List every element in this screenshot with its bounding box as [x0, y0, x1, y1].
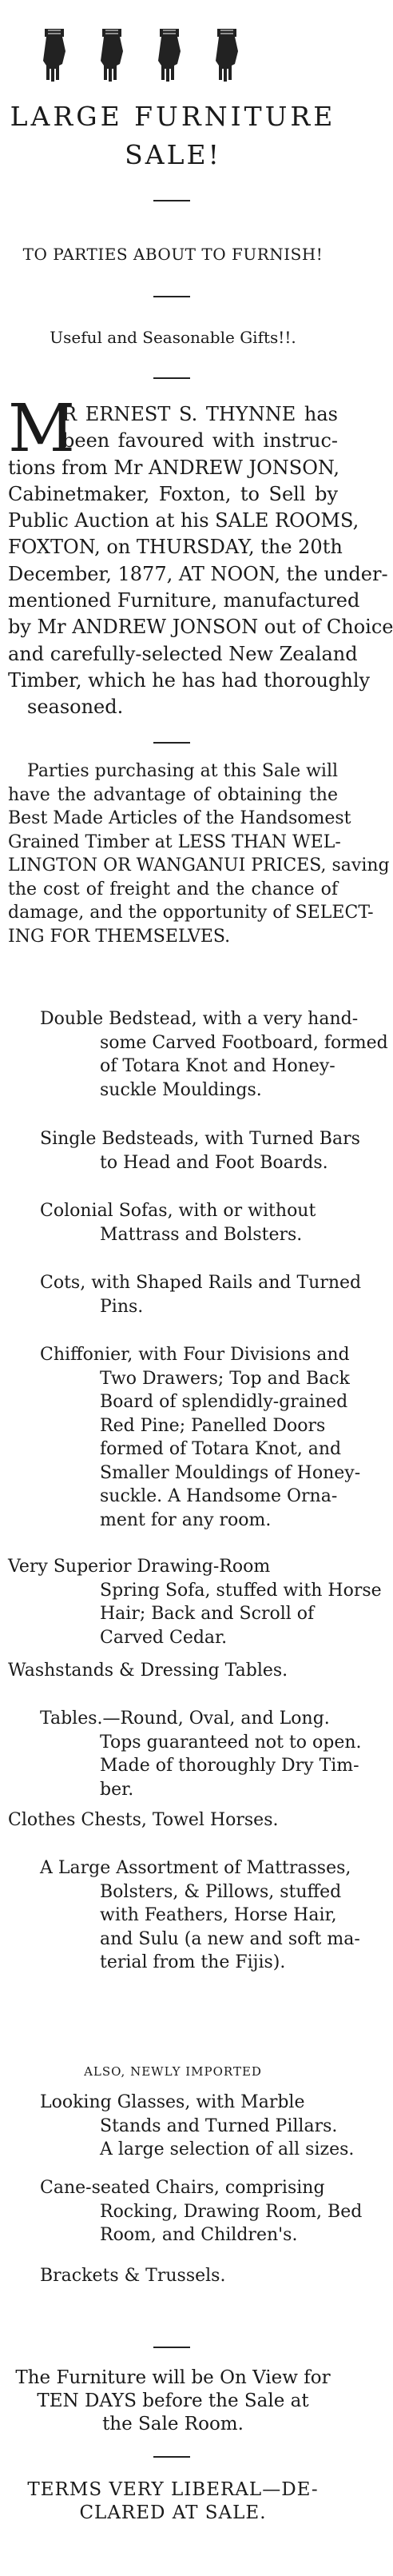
- pointing-hand-icon: [211, 26, 243, 90]
- text-line: Board of splendidly-grained: [100, 1392, 348, 1412]
- subtitle: TO PARTIES ABOUT TO FURNISH!: [22, 245, 324, 264]
- text-line: Cots, with Shaped Rails and Turned: [40, 1273, 362, 1293]
- text-line: Cabinetmaker, Foxton, to Sell by: [8, 482, 338, 505]
- title-line-2: SALE!: [125, 139, 221, 170]
- text-line: Public Auction at his SALE ROOMS,: [8, 509, 359, 532]
- text-line: Red Pine; Panelled Doors: [100, 1415, 326, 1436]
- text-line: been favoured with instruc-: [62, 429, 338, 453]
- text-line: ment for any room.: [100, 1509, 272, 1530]
- text-line: December, 1877, AT NOON, the under-: [8, 562, 388, 585]
- text-line: A Large Assortment of Mattrasses,: [40, 1858, 351, 1878]
- text-line: The Furniture will be On View for: [15, 2367, 331, 2388]
- text-line: FOXTON, on THURSDAY, the 20th: [8, 536, 343, 559]
- divider: [153, 200, 190, 201]
- list-item: [40, 1707, 362, 1801]
- text-line: LINGTON OR WANGANUI PRICES, saving: [8, 855, 390, 875]
- text-line: Carved Cedar.: [100, 1627, 228, 1648]
- text-line: some Carved Footboard, formed: [100, 1032, 388, 1053]
- text-line: Tables.—Round, Oval, and Long.: [40, 1709, 330, 1729]
- text-line: Double Bedstead, with a very hand-: [40, 1009, 359, 1029]
- list-item: [40, 1127, 360, 1174]
- also-heading: ALSO, NEWLY IMPORTED: [84, 2064, 262, 2079]
- text-line: Colonial Sofas, with or without: [40, 1201, 316, 1221]
- text-line: terial from the Fijis).: [100, 1952, 286, 1972]
- list-item: [40, 2176, 363, 2247]
- text-line: ING FOR THEMSELVES.: [8, 926, 231, 947]
- list-item: [40, 1856, 360, 1975]
- pointing-hand-icon: [96, 26, 128, 90]
- text-line: Very Superior Drawing-Room: [8, 1557, 271, 1577]
- text-line: Smaller Mouldings of Honey-: [100, 1462, 361, 1483]
- text-line: TERMS VERY LIBERAL—DE-: [27, 2479, 319, 2500]
- text-line: Pins.: [100, 1296, 144, 1317]
- text-line: and Sulu (a new and soft ma-: [100, 1928, 360, 1949]
- list-item: [40, 1199, 338, 1246]
- title-line-1: LARGE FURNITURE: [10, 101, 336, 132]
- text-line: Chiffonier, with Four Divisions and: [40, 1345, 350, 1365]
- text-line: Two Drawers; Top and Back: [100, 1368, 350, 1389]
- tagline: Useful and Seasonable Gifts!!.: [50, 328, 296, 347]
- list-item: [8, 1659, 338, 1683]
- terms-paragraph: [0, 2478, 346, 2525]
- text-line: Best Made Articles of the Handsomest: [8, 808, 351, 828]
- text-line: Single Bedsteads, with Turned Bars: [40, 1129, 360, 1149]
- text-line: Made of thoroughly Dry Tim-: [100, 1756, 359, 1776]
- text-line: mentioned Furniture, manufactured: [8, 589, 360, 612]
- text-line: suckle. A Handsome Orna-: [100, 1486, 338, 1506]
- text-line: Timber, which he has had thoroughly: [8, 668, 371, 692]
- text-line: Spring Sofa, stuffed with Horse: [100, 1580, 382, 1601]
- text-line: Room, and Children's.: [100, 2225, 298, 2245]
- divider: [153, 2347, 190, 2348]
- list-item: [8, 1808, 338, 1832]
- text-line: ber.: [100, 1779, 134, 1800]
- drop-cap: M: [8, 391, 75, 467]
- text-line: with Feathers, Horse Hair,: [100, 1905, 337, 1925]
- list-item: [40, 2091, 355, 2162]
- list-item: [40, 1007, 388, 1102]
- advantage-paragraph: [8, 760, 390, 948]
- text-line: Looking Glasses, with Marble: [40, 2092, 305, 2112]
- intro-paragraph: [8, 401, 393, 721]
- text-line: formed of Totara Knot, and: [100, 1439, 342, 1459]
- divider: [153, 2456, 190, 2458]
- text-line: Rocking, Drawing Room, Bed: [100, 2201, 363, 2222]
- text-line: Brackets & Trussels.: [40, 2266, 226, 2286]
- text-line: TEN DAYS before the Sale at: [37, 2391, 309, 2411]
- text-line: have the advantage of obtaining the: [8, 784, 338, 805]
- text-line: Washstands & Dressing Tables.: [8, 1661, 288, 1681]
- text-line: of Totara Knot and Honey-: [100, 1056, 335, 1076]
- text-line: Cane-seated Chairs, comprising: [40, 2178, 325, 2198]
- list-item: [40, 1343, 361, 1532]
- list-item: [8, 1555, 382, 1649]
- text-line: Mattrass and Bolsters.: [100, 1224, 303, 1245]
- divider: [153, 296, 190, 297]
- pointing-hand-icon: [153, 26, 185, 90]
- text-line: Bolsters, & Pillows, stuffed: [100, 1881, 342, 1902]
- text-line: Grained Timber at LESS THAN WEL-: [8, 831, 341, 852]
- closing-paragraph: [0, 2367, 346, 2436]
- text-line: to Head and Foot Boards.: [100, 1152, 328, 1173]
- text-line: Hair; Back and Scroll of: [100, 1604, 315, 1624]
- pointing-hand-icon: [38, 26, 70, 90]
- text-line: and carefully-selected New Zealand: [8, 642, 358, 665]
- text-line: by Mr ANDREW JONSON out of Choice: [8, 616, 393, 639]
- text-line: suckle Mouldings.: [100, 1079, 262, 1100]
- text-line: CLARED AT SALE.: [79, 2502, 267, 2523]
- text-line: seasoned.: [27, 696, 124, 719]
- text-line: Tops guaranteed not to open.: [100, 1732, 362, 1753]
- text-line: the cost of freight and the chance of: [8, 879, 338, 899]
- text-line: A large selection of all sizes.: [100, 2139, 355, 2159]
- text-line: Clothes Chests, Towel Horses.: [8, 1810, 279, 1830]
- text-line: the Sale Room.: [102, 2414, 244, 2434]
- text-line: Stands and Turned Pillars.: [100, 2115, 338, 2136]
- divider: [153, 377, 190, 379]
- text-line: Parties purchasing at this Sale will: [27, 761, 339, 781]
- text-line: tions from Mr ANDREW JONSON,: [8, 456, 340, 479]
- divider: [153, 742, 190, 744]
- text-line: damage, and the opportunity of SELECT-: [8, 903, 374, 923]
- list-item: [40, 1271, 362, 1318]
- pointing-hands-row: [0, 26, 346, 90]
- list-item: [40, 2264, 338, 2288]
- text-line: R ERNEST S. THYNNE has: [62, 403, 338, 425]
